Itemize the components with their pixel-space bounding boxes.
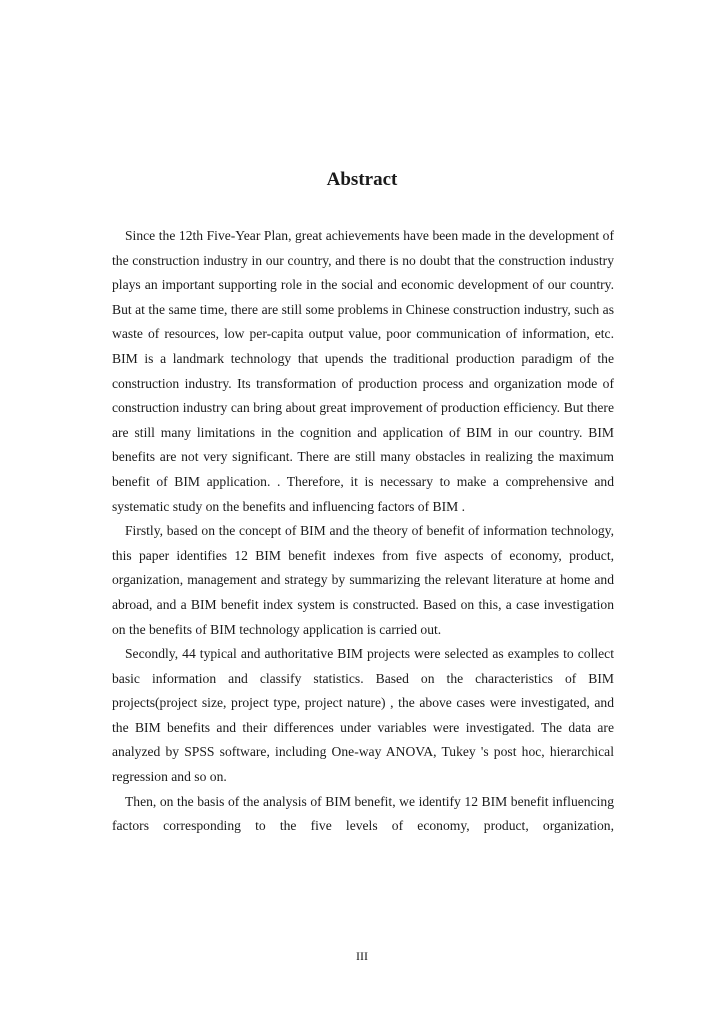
paragraph-2: Firstly, based on the concept of BIM and the theory of benefit of information technology, this paper identifies 12 BIM benefit indexes from five aspects of economy, product, organization, management and strategy by summarizing the relevant literature at home and abroad, and a BIM benefit index system is constructed. Based on this, a case investigation on the benefits of BIM technology application is carried out.	[112, 523, 614, 637]
paragraph-3: Secondly, 44 typical and authoritative BIM projects were selected as examples to collect basic information and classify statistics. Based on the characteristics of BIM projects(project size, project type, project nature) , the above cases were investigated, and the BIM benefits and their differences under variables were investigated. The data are analyzed by SPSS software, including One-way ANOVA, Tukey 's post hoc, hierarchical regression and so on.	[112, 646, 614, 785]
paragraph-4: Then, on the basis of the analysis of BIM benefit, we identify 12 BIM benefit influencing factors corresponding to the five levels of economy, product, organization,	[112, 793, 614, 834]
paragraph-1: Since the 12th Five-Year Plan, great achievements have been made in the development of the construction industry in our country, and there is no doubt that the construction industry plays an important supporting role in the social and economic development of our country. But at the same time, there are still some problems in Chinese construction industry, such as waste of resources, low per-capita output value, poor communication of information, etc. BIM is a landmark technology that upends the traditional production paradigm of the construction industry. Its transformation of production process and organization mode of construction industry can bring about great improvement of production efficiency. But there are still many limitations in the cognition and application of BIM in our country. BIM benefits are not very significant. There are still many obstacles in realizing the maximum benefit of BIM application. . Therefore, it is necessary to make a comprehensive and systematic study on the benefits and influencing factors of BIM .	[112, 228, 614, 514]
abstract-body	[112, 224, 614, 839]
abstract-title: Abstract	[326, 169, 398, 190]
page-number: III	[356, 949, 368, 963]
